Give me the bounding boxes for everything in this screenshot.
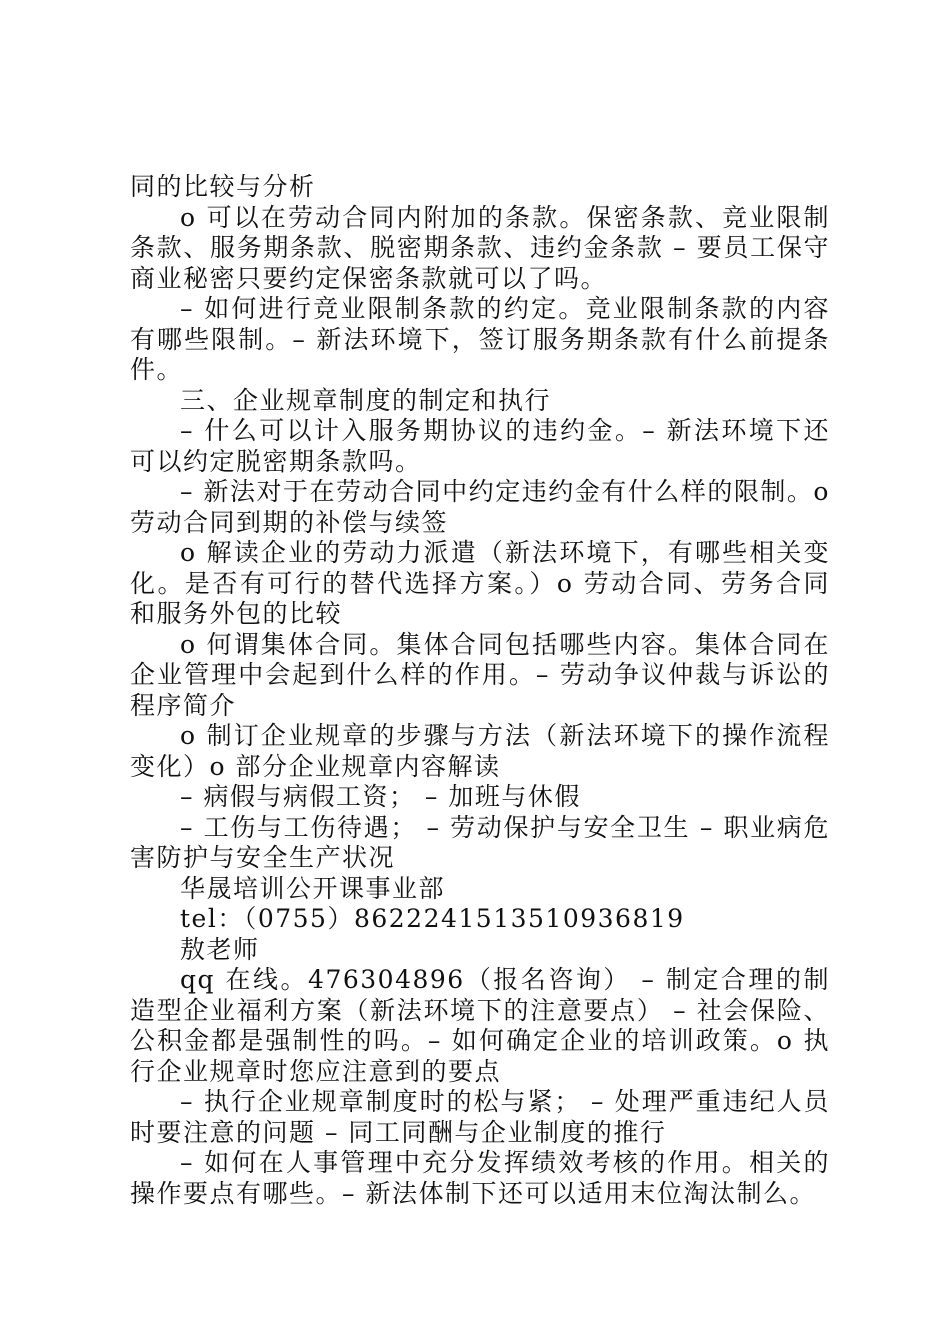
paragraph-9: o 制订企业规章的步骤与方法（新法环境下的操作流程变化）o 部分企业规章内容解读 [130,721,830,781]
paragraph-17: – 如何在人事管理中充分发挥绩效考核的作用。相关的操作要点有哪些。– 新法体制下还可以适用末位淘汰制么。 [130,1148,830,1208]
paragraph-5: – 什么可以计入服务期协议的违约金。– 新法环境下还可以约定脱密期条款吗。 [130,416,830,476]
paragraph-3: – 如何进行竞业限制条款的约定。竞业限制条款的内容有哪些限制。– 新法环境下，签订服务期条款有什么前提条件。 [130,294,830,384]
paragraph-16: – 执行企业规章制度时的松与紧； – 处理严重违纪人员时要注意的问题 – 同工同酬与企业制度的推行 [130,1087,830,1147]
paragraph-15: qq 在线。476304896（报名咨询） – 制定合理的制造型企业福利方案（新法环境下的注意要点） – 社会保险、公积金都是强制性的吗。– 如何确定企业的培训政策。o 执行企业规章时您应注意到的要点 [130,965,830,1086]
paragraph-8: o 何谓集体合同。集体合同包括哪些内容。集体合同在企业管理中会起到什么样的作用。– 劳动争议仲裁与诉讼的程序简介 [130,629,830,720]
organizer-name: 华晟培训公开课事业部 [180,873,446,903]
contact-person: 敖老师 [180,934,260,964]
document-body [130,172,830,1209]
paragraph-11: – 工伤与工伤待遇； – 劳动保护与安全卫生 – 职业病危害防护与安全生产状况 [130,812,830,872]
paragraph-2: o 可以在劳动合同内附加的条款。保密条款、竞业限制条款、服务期条款、脱密期条款、违约金条款 – 要员工保守商业秘密只要约定保密条款就可以了吗。 [130,202,830,293]
paragraph-7: o 解读企业的劳动力派遣（新法环境下，有哪些相关变化。是否有可行的替代选择方案。）o 劳动合同、劳务合同和服务外包的比较 [130,538,830,628]
paragraph-10: – 病假与病假工资； – 加班与休假 [180,782,581,811]
section-heading: 三、企业规章制度的制定和执行 [180,385,552,415]
paragraph-1: 同的比较与分析 [130,172,316,201]
paragraph-6: – 新法对于在劳动合同中约定违约金有什么样的限制。o 劳动合同到期的补偿与续签 [130,477,830,537]
contact-phone: tel：（0755）8622241513510936819 [180,904,685,933]
